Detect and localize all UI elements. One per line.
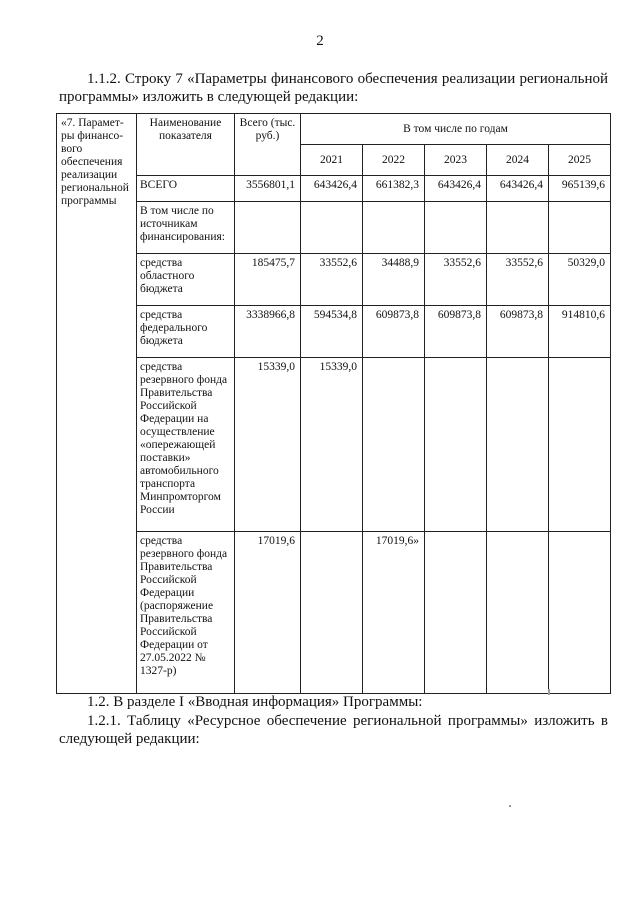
row-total: 3338966,8	[235, 306, 301, 358]
header-year: 2024	[487, 145, 549, 176]
row-value	[487, 358, 549, 532]
header-year: 2023	[425, 145, 487, 176]
paragraph-1-2-1: 1.2.1. Таблицу «Ресурсное обеспечение региональной программы» изложить в следующей редакции:	[59, 713, 608, 747]
row-value: 33552,6	[301, 254, 363, 306]
row-value: 15339,0	[301, 358, 363, 532]
table-row	[57, 532, 611, 694]
row-total: 3556801,1	[235, 176, 301, 202]
row-value: 33552,6	[425, 254, 487, 306]
row-name: ВСЕГО	[137, 176, 235, 202]
row-value: 609873,8	[425, 306, 487, 358]
table-row	[57, 306, 611, 358]
row-value	[363, 358, 425, 532]
row-value	[549, 532, 611, 694]
row-value: 594534,8	[301, 306, 363, 358]
row-value	[487, 202, 549, 254]
row-value: 661382,3	[363, 176, 425, 202]
table-row	[57, 358, 611, 532]
row-name: В том числе по источникам финансирования:	[137, 202, 235, 254]
row-value	[363, 202, 425, 254]
row-value: 643426,4	[487, 176, 549, 202]
row-total: 15339,0	[235, 358, 301, 532]
scan-artifact-mark	[548, 689, 550, 695]
row-name: средства областного бюджета	[137, 254, 235, 306]
row-value: 50329,0	[549, 254, 611, 306]
row-total: 185475,7	[235, 254, 301, 306]
row-value: 643426,4	[425, 176, 487, 202]
row-value	[425, 202, 487, 254]
row-value	[425, 532, 487, 694]
row-total: 17019,6	[235, 532, 301, 694]
row-value	[425, 358, 487, 532]
row-value	[487, 532, 549, 694]
table-row	[57, 176, 611, 202]
table-row	[57, 254, 611, 306]
row-name: средства резервного фонда Правительства Российской Федерации на осуществление «опережающей поставки» автомобильного транспорта Минпромторгом России	[137, 358, 235, 532]
row-label-cell: «7. Парамет-ры финансо-вого обеспечения реализации региональной программы	[57, 114, 137, 694]
row-value	[549, 358, 611, 532]
row-value: 17019,6»	[363, 532, 425, 694]
header-year: 2025	[549, 145, 611, 176]
row-value: 34488,9	[363, 254, 425, 306]
header-name: Наименование показателя	[137, 114, 235, 176]
header-years-group: В том числе по годам	[301, 114, 611, 145]
header-year: 2022	[363, 145, 425, 176]
paragraph-1-2: 1.2. В разделе I «Вводная информация» Программы:	[87, 694, 423, 710]
row-value	[549, 202, 611, 254]
header-total: Всего (тыс. руб.)	[235, 114, 301, 176]
paragraph-1-1-2: 1.1.2. Строку 7 «Параметры финансового обеспечения реализации региональной программы» изложить в следующей редакции:	[59, 71, 608, 105]
row-value	[301, 202, 363, 254]
row-value	[301, 532, 363, 694]
row-value: 914810,6	[549, 306, 611, 358]
page-number: 2	[316, 33, 324, 49]
header-year: 2021	[301, 145, 363, 176]
scan-artifact-mark	[509, 805, 511, 807]
row-value: 609873,8	[363, 306, 425, 358]
row-value: 643426,4	[301, 176, 363, 202]
row-name: средства федерального бюджета	[137, 306, 235, 358]
row-name: средства резервного фонда Правительства Российской Федерации (распоряжение Правительства Российской Федерации от 27.05.2022 № 1327-р)	[137, 532, 235, 694]
row-value: 965139,6	[549, 176, 611, 202]
row-value: 609873,8	[487, 306, 549, 358]
row-value: 33552,6	[487, 254, 549, 306]
table-row	[57, 202, 611, 254]
row-total	[235, 202, 301, 254]
financing-table	[56, 113, 611, 694]
